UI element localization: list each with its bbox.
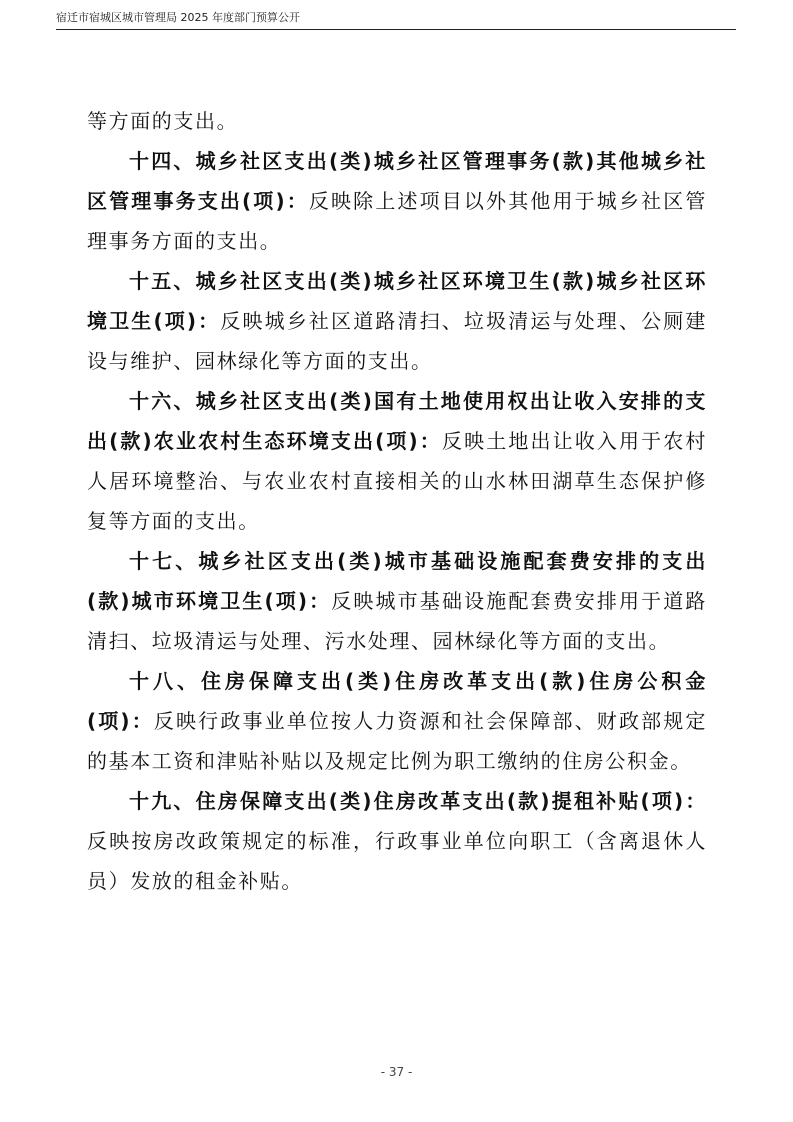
paragraph-text: 反映按房改政策规定的标准，行政事业单位向职工（含离退休人员）发放的租金补贴。 — [87, 829, 707, 893]
document-body — [87, 101, 707, 901]
paragraph-text: 等方面的支出。 — [87, 109, 239, 133]
paragraph-item-14 — [87, 141, 707, 261]
paragraph-item-16 — [87, 381, 707, 541]
paragraph-continuation — [87, 101, 707, 141]
paragraph-text: 反映行政事业单位按人力资源和社会保障部、财政部规定的基本工资和津贴补贴以及规定比例为职工缴纳的住房公积金。 — [87, 709, 707, 773]
paragraph-heading: 十五、城乡社区支出(类)城乡社区环境卫生(款)城乡社区环境卫生(项)： — [87, 269, 707, 333]
paragraph-heading: 十六、城乡社区支出(类)国有土地使用权出让收入安排的支出(款)农业农村生态环境支出(项)： — [87, 389, 707, 453]
page-number: - 37 - — [380, 1065, 413, 1079]
paragraph-heading: 十四、城乡社区支出(类)城乡社区管理事务(款)其他城乡社区管理事务支出(项)： — [87, 149, 707, 213]
paragraph-heading: 十九、住房保障支出(类)住房改革支出(款)提租补贴(项)： — [129, 789, 707, 813]
header-title: 宿迁市宿城区城市管理局 2025 年度部门预算公开 — [56, 11, 300, 24]
paragraph-text: 反映土地出让收入用于农村人居环境整治、与农业农村直接相关的山水林田湖草生态保护修复等方面的支出。 — [87, 429, 707, 533]
paragraph-text: 反映除上述项目以外其他用于城乡社区管理事务方面的支出。 — [87, 189, 707, 253]
paragraph-item-17 — [87, 541, 707, 661]
paragraph-heading: 十八、住房保障支出(类)住房改革支出(款)住房公积金(项)： — [87, 669, 707, 733]
paragraph-heading: 十七、城乡社区支出(类)城市基础设施配套费安排的支出(款)城市环境卫生(项)： — [87, 549, 707, 613]
paragraph-item-15 — [87, 261, 707, 381]
paragraph-item-18 — [87, 661, 707, 781]
paragraph-text: 反映城乡社区道路清扫、垃圾清运与处理、公厕建设与维护、园林绿化等方面的支出。 — [87, 309, 707, 373]
page-header — [56, 11, 736, 30]
paragraph-text: 反映城市基础设施配套费安排用于道路清扫、垃圾清运与处理、污水处理、园林绿化等方面的支出。 — [87, 589, 707, 653]
paragraph-item-19 — [87, 781, 707, 901]
